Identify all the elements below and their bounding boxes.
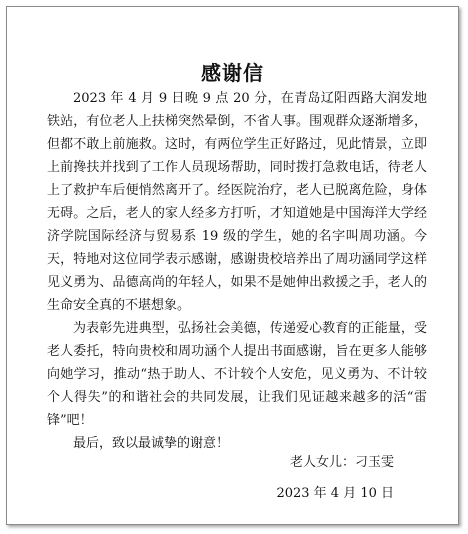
letter-date: 2023 年 4 月 10 日 xyxy=(276,486,394,501)
letter-page xyxy=(6,6,459,525)
body-paragraph-2: 为表彰先进典型，弘扬社会美德，传递爱心教育的正能量，受老人委托，特向贵校和周功涵个人提出书面感谢，旨在更多人能够向她学习，推动“热于助人、不计较个人安危，见义勇为、不计较个人得失”的和谐社会的共同发展，让我们见证越来越多的活“雷锋”吧！ xyxy=(47,321,427,428)
body-paragraph-1: 2023 年 4 月 9 日晚 9 点 20 分，在青岛辽阳西路大润发地铁站，有位老人上扶梯突然晕倒，不省人事。围观群众逐渐增多，但都不敢上前施救。这时，有两位学生正好路过，见此情景，立即上前搀扶并找到了工作人员现场帮助，同时拨打急救电话，待老人上了救护车后便悄然离开了。经医院治疗，老人已脱离危险，身体无碍。之后，老人的家人经多方打听，才知道她是中国海洋大学经济学院国际经济与贸易系 19 级的学生，她的名字叫周功涵。今天，特地对这位同学表示感谢，感谢贵校培养出了周功涵同学这样见义勇为、品德高尚的年轻人，如果不是她伸出救援之手，老人的生命安全真的不堪想象。 xyxy=(47,91,427,313)
letter-title: 感谢信 xyxy=(201,61,264,85)
body-paragraph-3: 最后，致以最诚挚的谢意！ xyxy=(73,436,230,451)
signer-name: 老人女儿：刁玉雯 xyxy=(289,455,394,470)
letter-body xyxy=(47,87,427,455)
signature-block xyxy=(276,451,394,505)
